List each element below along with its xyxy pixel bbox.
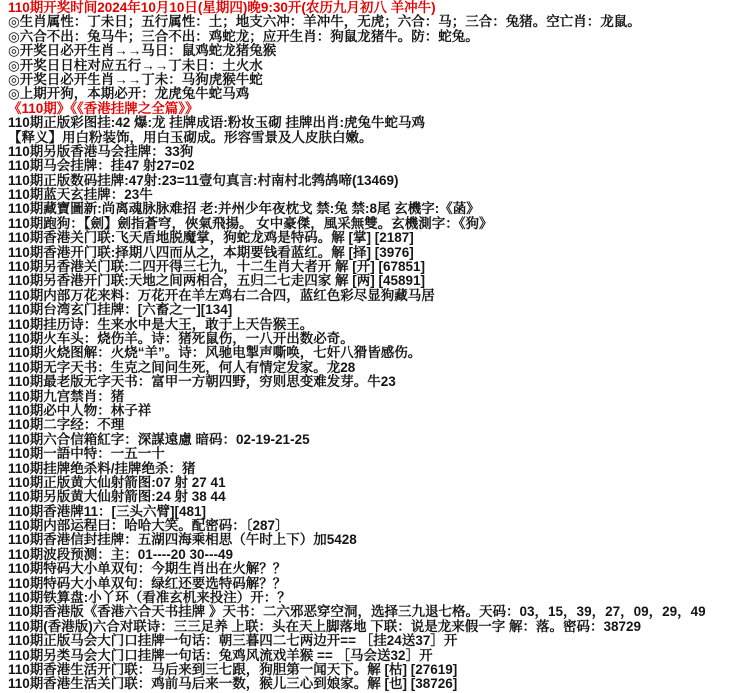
text-line: 110期挂牌绝杀料/挂牌绝杀：猪: [8, 460, 196, 476]
text-line: 110期正版黄大仙射箭图:07 射 27 41: [8, 474, 226, 490]
text-line: 110期蓝天玄挂牌：23牛: [8, 187, 153, 203]
text-line: 110期内部万花来料：万花开在羊左鸡右二合四，蓝红色彩尽显狗藏马居: [8, 287, 435, 303]
text-line: 110期马会挂牌：挂47 射27=02: [8, 158, 195, 174]
text-line: ◎上期开狗，本期必开：龙虎兔牛蛇马鸡: [8, 86, 250, 102]
text-line: 110期(香港版)六合对联诗：三三足养 上联：头在天上脚落地 下联：说是龙来假一字 解：落。密码：38729: [8, 618, 642, 634]
text-line: 110期台湾玄门挂牌：[六畜之一][134]: [8, 302, 233, 318]
text-line: 110期最老版无字天书：富甲一方朝四野，穷则思变难发芽。牛23: [8, 374, 396, 390]
text-line: 110期另版香港马会挂牌：33狗: [8, 143, 194, 159]
text-line: 110期香港开门联:择期八四而从之，本期要钱看蓝红。解 [择] [3976]: [8, 244, 414, 260]
text-line: 【释义】用白粉装饰，用白玉砌成。形容雪景及人皮肤白嫩。: [8, 129, 373, 145]
text-line: 110期挂历诗：生来水中是大王，敢于上天告猴王。: [8, 316, 314, 332]
text-line: 110期香港关门联:飞天盾地脱魔掌，狗蛇龙鸡是特码。解 [掌] [2187]: [8, 230, 414, 246]
text-line: 110期九宫禁肖：猪: [8, 388, 125, 404]
text-line: 110期特码大小单双句：绿红还要选特码解？？: [8, 575, 287, 591]
text-line: 110期香港信封挂牌：五湖四海乘相思（午时上下）加5428: [8, 532, 357, 548]
text-line: 110期香港生活开门联：马后来到三七跟，狗胆第一闻天下。解 [枯] [27619]: [8, 661, 458, 677]
text-line: 110期铁算盘:小丫环（看准玄机来投注）开：？: [8, 590, 291, 606]
text-line: 110期内部运程曰：哈哈大笑。配密码：〔287〕: [8, 518, 289, 534]
text-line: ◎生肖属性：丁未日；五行属性：土；地支六冲：羊冲牛，无虎；六合：马；三合：兔猪。空亡肖：龙鼠。: [8, 14, 641, 30]
text-line: 110期跑狗：【劍】劍指蒼穹，俠氣飛揚。 女中豪傑，風采無雙。玄機測字：《狗》: [8, 215, 493, 231]
text-line: ◎开奖日必开生肖→→丁未：马狗虎猴牛蛇: [8, 71, 263, 87]
text-line: 110期无字天书：生克之间问生死，何人有情定发家。龙28: [8, 359, 356, 375]
text-line: 110期火车头：烧伤羊。诗：猪死鼠伤，一八开出数必奇。: [8, 330, 354, 346]
text-line: 110期特码大小单双句：今期生肖出在火解？？: [8, 561, 287, 577]
text-line: 110期另类马会大门口挂牌一句话：兔鸡风流戏羊猴 == ［马会送32］开: [8, 647, 433, 663]
text-line: 110期香港牌11：[三头六臂][481]: [8, 503, 207, 519]
text-line: 110期正版数码挂牌:47射:23=11壹句真言:村南村北鹁鸪啼(13469): [8, 172, 399, 188]
text-line: 110期波段预测：主：01----20 30---49: [8, 546, 234, 562]
text-line: 110期另香港关门联:二四开得三七九，十二生肖大者开 解 [开] [67851]: [8, 259, 426, 275]
text-line: 110期六合信箱紅字：深謀遠慮 暗码：02-19-21-25: [8, 431, 310, 447]
text-line: 110期香港生活关门联：鸡前马后来一数，猴儿三心到娘家。解 [也] [38726]: [8, 676, 458, 692]
heading-line: 110期开奖时间2024年10月10日(星期四)晚9:30开(农历九月初八 羊冲牛): [8, 0, 436, 15]
text-line: ◎开奖日必开生肖→→马日：鼠鸡蛇龙猪兔猴: [8, 43, 277, 59]
text-line: 110期藏寶圖新:尚离魂脉脉难招 老:并州少年夜枕戈 禁:兔 禁:8尾 玄機字:《菡》: [8, 201, 480, 217]
text-line: ◎六合不出：兔马牛；三合不出：鸡蛇龙；应开生肖：狗鼠龙猪牛。防：蛇兔。: [8, 28, 479, 44]
text-line: 110期另版黄大仙射箭图:24 射 38 44: [8, 489, 226, 505]
text-line: 110期正版彩图挂:42 爆:龙 挂牌成语:粉妆玉砌 挂牌出肖:虎兔牛蛇马鸡: [8, 115, 426, 131]
text-line: 110期火烧图解：火烧“羊”。诗：风驰电掣声嘶唤，七奸八猾皆感伤。: [8, 345, 422, 361]
text-line: 110期二字经：不理: [8, 417, 125, 433]
text-line: 110期香港版《香港六合天书挂牌 》天书：二六邪恶穿空洞，选择三九退七格。天码：03，15，39，27，09，29，49: [8, 604, 706, 620]
text-line: 110期一語中特：一五一十: [8, 446, 165, 462]
text-line: ◎开奖日日柱对应五行→→丁未日：土火水: [8, 57, 263, 73]
text-line: 110期必中人物：林子祥: [8, 402, 152, 418]
heading-line: 《110期》《《香港挂牌之全篇》》: [8, 100, 199, 116]
text-line: 110期正版马会大门口挂牌一句话：朝三暮四二七两边开== ［挂24送37］开: [8, 633, 458, 649]
text-line: 110期另香港开门联:天地之间两相合，五归二七走四家 解 [两] [45891]: [8, 273, 426, 289]
